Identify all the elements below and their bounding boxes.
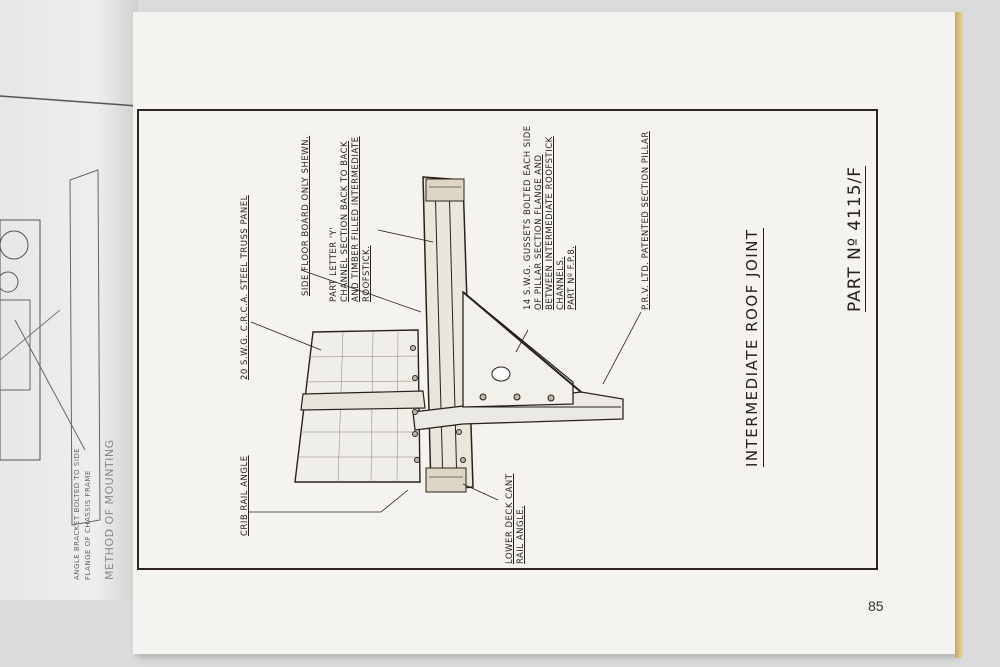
part-number: PART Nº 4115/F xyxy=(845,165,865,312)
crib-rail xyxy=(301,391,425,410)
left-page-caption: ANGLE BRACKET BOLTED TO SIDE FLANGE OF CHASSIS FRAME xyxy=(73,447,92,580)
left-page-heading: METHOD OF MOUNTING xyxy=(103,439,116,580)
label-steel-panel: 20 S.W.G. C.R.C.A. STEEL TRUSS PANEL xyxy=(240,195,250,380)
left-page xyxy=(0,0,138,600)
document-page xyxy=(133,12,955,654)
drawing-title: INTERMEDIATE ROOF JOINT xyxy=(743,228,764,467)
label-lower-deck: LOWER DECK CANT RAIL ANGLE. xyxy=(505,473,526,564)
left-page-drawing xyxy=(0,0,138,600)
page-number: 85 xyxy=(868,598,884,614)
label-pillar: P.R.V. LTD. PATENTED SECTION PILLAR xyxy=(641,131,651,310)
label-floor-board: SIDE FLOOR BOARD ONLY SHEWN. xyxy=(301,135,311,296)
label-gussets: 14 S.W.G. GUSSETS BOLTED EACH SIDE OF PILLAR SECTION FLANGE AND BETWEEN INTERMEDIATE ROOFSTICK CHANNELS. PART Nº F.P.8. xyxy=(523,125,577,310)
page-edge xyxy=(955,12,963,658)
technical-drawing xyxy=(133,12,955,654)
label-crib-rail: CRIB RAIL ANGLE xyxy=(240,455,250,536)
label-channel-section: PART LETTER 'Y' CHANNEL SECTION BACK TO BACK AND TIMBER FILLED INTERMEDIATE ROOFSTICK. xyxy=(329,136,372,302)
